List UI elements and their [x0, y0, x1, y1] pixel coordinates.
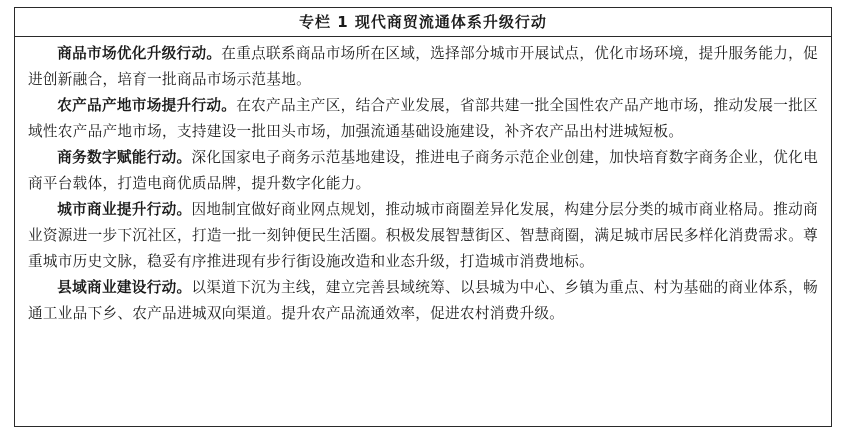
paragraph-lead: 县域商业建设行动。 — [57, 279, 192, 296]
paragraph-lead: 商务数字赋能行动。 — [57, 149, 192, 166]
paragraph-text: 深化国家电子商务示范基地建设，推进电子商务示范企业创建，加快培育数字商务企业，优化电商平台载体，打造电商优质品牌，提升数字化能力。 — [28, 149, 818, 192]
paragraph-market-upgrade — [28, 41, 818, 93]
paragraph-county-commerce — [28, 275, 818, 327]
column-body — [15, 37, 831, 327]
paragraph-urban-commerce — [28, 197, 818, 275]
paragraph-lead: 商品市场优化升级行动。 — [57, 45, 222, 62]
paragraph-text: 在重点联系商品市场所在区域，选择部分城市开展试点，优化市场环境，提升服务能力，促进创新融合，培育一批商品市场示范基地。 — [28, 45, 818, 88]
column-title: 专栏 1 现代商贸流通体系升级行动 — [15, 8, 831, 37]
column-box — [14, 7, 832, 427]
paragraph-digital-commerce — [28, 145, 818, 197]
paragraph-agri-market — [28, 93, 818, 145]
paragraph-text: 在农产品主产区，结合产业发展，省部共建一批全国性农产品产地市场，推动发展一批区域性农产品产地市场，支持建设一批田头市场，加强流通基础设施建设，补齐农产品出村进城短板。 — [28, 97, 819, 140]
paragraph-lead: 农产品产地市场提升行动。 — [57, 97, 237, 114]
paragraph-text: 因地制宜做好商业网点规划，推动城市商圈差异化发展，构建分层分类的城市商业格局。推动商业资源进一步下沉社区，打造一批一刻钟便民生活圈。积极发展智慧街区、智慧商圈，满足城市居民多样化消费需求。尊重城市历史文脉，稳妥有序推进现有步行街设施改造和业态升级，打造城市消费地标。 — [28, 201, 818, 270]
paragraph-text: 以渠道下沉为主线，建立完善县域统筹、以县城为中心、乡镇为重点、村为基础的商业体系，畅通工业品下乡、农产品进城双向渠道。提升农产品流通效率，促进农村消费升级。 — [28, 279, 818, 322]
paragraph-lead: 城市商业提升行动。 — [57, 201, 192, 218]
